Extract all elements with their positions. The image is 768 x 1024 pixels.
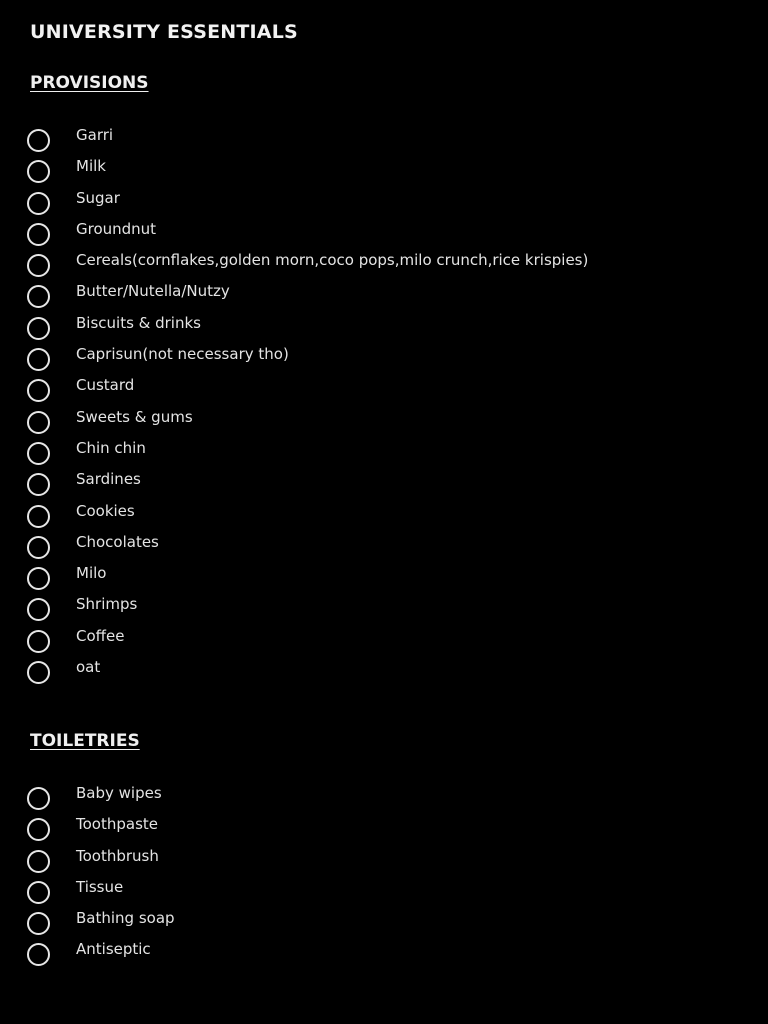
empty-circle-checkbox-icon[interactable] (27, 505, 50, 528)
empty-circle-checkbox-icon[interactable] (27, 912, 50, 935)
checklist-item[interactable] (27, 848, 175, 879)
toiletries-checklist (27, 785, 175, 972)
checklist-item-label[interactable]: Sweets & gums (76, 407, 193, 426)
empty-circle-checkbox-icon[interactable] (27, 881, 50, 904)
checklist-item[interactable] (27, 252, 588, 283)
checklist-item-label[interactable]: Sardines (76, 470, 141, 489)
checklist-item-label[interactable]: Baby wipes (76, 784, 162, 802)
empty-circle-checkbox-icon[interactable] (27, 850, 50, 873)
checklist-item-label[interactable]: Chin chin (76, 438, 146, 457)
checklist-item-label[interactable]: Bathing soap (76, 909, 175, 928)
empty-circle-checkbox-icon[interactable] (27, 473, 50, 496)
checklist-item[interactable] (27, 565, 588, 596)
empty-circle-checkbox-icon[interactable] (27, 192, 50, 215)
checklist-item[interactable] (27, 879, 175, 910)
empty-circle-checkbox-icon[interactable] (27, 536, 50, 559)
empty-circle-checkbox-icon[interactable] (27, 442, 50, 465)
checklist-item-label[interactable]: Biscuits & drinks (76, 313, 201, 332)
checklist-item[interactable] (27, 158, 588, 189)
checklist-item-label[interactable]: Cookies (76, 501, 135, 520)
checklist-item[interactable] (27, 346, 588, 377)
checklist-item-label[interactable]: Milk (76, 157, 106, 176)
empty-circle-checkbox-icon[interactable] (27, 285, 50, 308)
empty-circle-checkbox-icon[interactable] (27, 943, 50, 966)
checklist-item-label[interactable]: Shrimps (76, 595, 138, 614)
empty-circle-checkbox-icon[interactable] (27, 567, 50, 590)
checklist-item[interactable] (27, 816, 175, 847)
checklist-item-label[interactable]: Toothpaste (76, 815, 158, 834)
empty-circle-checkbox-icon[interactable] (27, 661, 50, 684)
checklist-item[interactable] (27, 283, 588, 314)
checklist-item[interactable] (27, 534, 588, 565)
empty-circle-checkbox-icon[interactable] (27, 630, 50, 653)
empty-circle-checkbox-icon[interactable] (27, 223, 50, 246)
empty-circle-checkbox-icon[interactable] (27, 787, 50, 810)
checklist-item[interactable] (27, 409, 588, 440)
section-heading-provisions[interactable]: PROVISIONS (30, 73, 149, 93)
checklist-item[interactable] (27, 440, 588, 471)
empty-circle-checkbox-icon[interactable] (27, 348, 50, 371)
checklist-item-label[interactable]: Butter/Nutella/Nutzy (76, 282, 230, 301)
empty-circle-checkbox-icon[interactable] (27, 129, 50, 152)
checklist-item[interactable] (27, 596, 588, 627)
checklist-item-label[interactable]: Caprisun(not necessary tho) (76, 345, 289, 364)
keyboard-area-background (0, 972, 768, 1024)
empty-circle-checkbox-icon[interactable] (27, 818, 50, 841)
empty-circle-checkbox-icon[interactable] (27, 254, 50, 277)
note-title[interactable]: UNIVERSITY ESSENTIALS (30, 21, 298, 43)
checklist-item-label[interactable]: oat (76, 658, 101, 677)
empty-circle-checkbox-icon[interactable] (27, 598, 50, 621)
checklist-item[interactable] (27, 503, 588, 534)
checklist-item[interactable] (27, 190, 588, 221)
provisions-checklist (27, 127, 588, 690)
checklist-item-label[interactable]: Cereals(cornflakes,golden morn,coco pops,milo crunch,rice krispies) (76, 251, 589, 270)
checklist-item[interactable] (27, 910, 175, 941)
checklist-item[interactable] (27, 377, 588, 408)
checklist-item-label[interactable]: Toothbrush (76, 846, 159, 865)
checklist-item-label[interactable]: Sugar (76, 188, 120, 207)
checklist-item-label[interactable]: Tissue (76, 877, 124, 896)
checklist-item[interactable] (27, 628, 588, 659)
checklist-item[interactable] (27, 315, 588, 346)
empty-circle-checkbox-icon[interactable] (27, 411, 50, 434)
section-heading-toiletries[interactable]: TOILETRIES (30, 731, 140, 751)
checklist-item-label[interactable]: Custard (76, 376, 135, 395)
empty-circle-checkbox-icon[interactable] (27, 160, 50, 183)
checklist-item-label[interactable]: Antiseptic (76, 940, 151, 959)
empty-circle-checkbox-icon[interactable] (27, 317, 50, 340)
checklist-item-label[interactable]: Milo (76, 564, 107, 583)
checklist-item[interactable] (27, 941, 175, 972)
empty-circle-checkbox-icon[interactable] (27, 379, 50, 402)
checklist-item[interactable] (27, 785, 175, 816)
checklist-item[interactable] (27, 471, 588, 502)
checklist-item[interactable] (27, 221, 588, 252)
checklist-item-label[interactable]: Garri (76, 126, 114, 144)
checklist-item-label[interactable]: Groundnut (76, 219, 157, 238)
checklist-item-label[interactable]: Coffee (76, 626, 125, 645)
checklist-item[interactable] (27, 659, 588, 690)
checklist-item-label[interactable]: Chocolates (76, 532, 159, 551)
checklist-item[interactable] (27, 127, 588, 158)
